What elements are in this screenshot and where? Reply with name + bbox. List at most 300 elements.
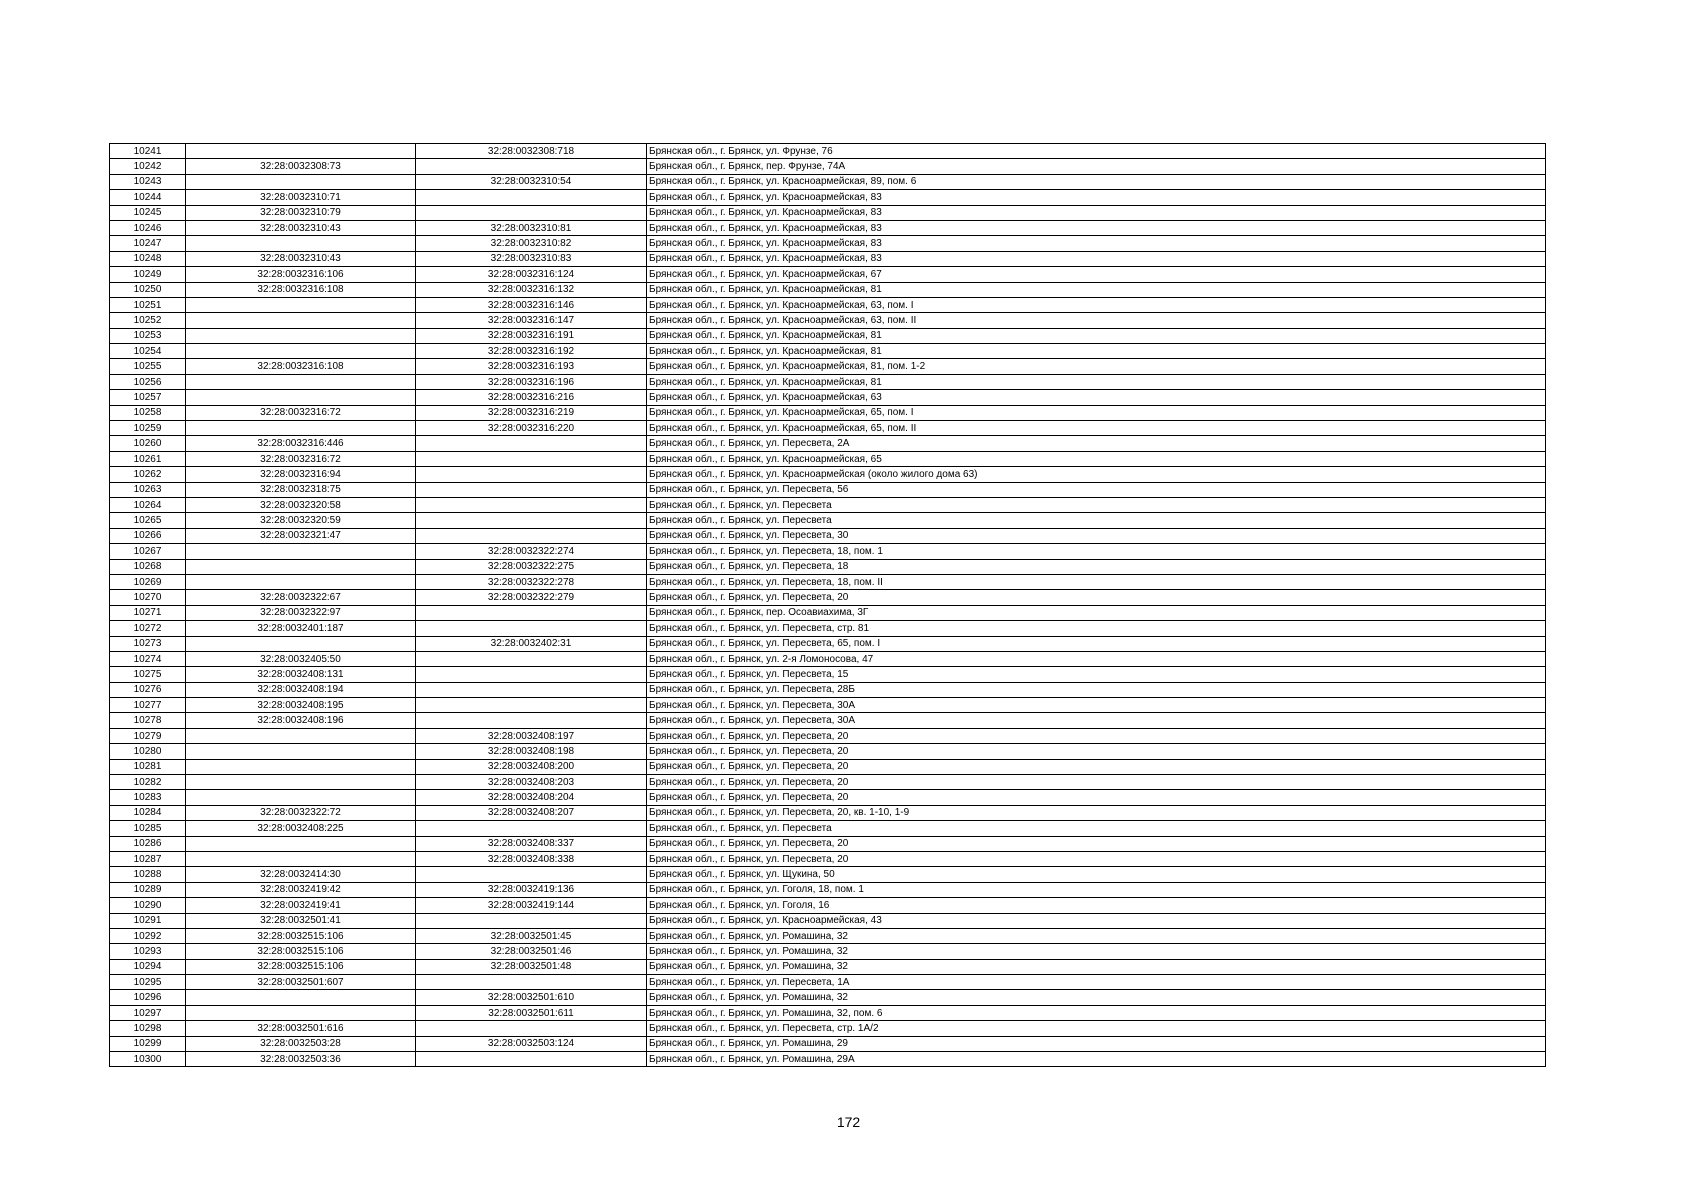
table-row bbox=[110, 698, 1546, 713]
table-row bbox=[110, 775, 1546, 790]
row-number-cell: 10268 bbox=[110, 559, 186, 574]
row-number-cell: 10282 bbox=[110, 775, 186, 790]
address-cell: Брянская обл., г. Брянск, ул. Гоголя, 16 bbox=[647, 898, 1546, 913]
building-cadastral-number-cell bbox=[416, 190, 647, 205]
building-cadastral-number-cell: 32:28:0032308:718 bbox=[416, 144, 647, 159]
land-cadastral-number-cell: 32:28:0032401:187 bbox=[186, 621, 416, 636]
row-number-cell: 10259 bbox=[110, 421, 186, 436]
land-cadastral-number-cell bbox=[186, 328, 416, 343]
land-cadastral-number-cell bbox=[186, 851, 416, 866]
land-cadastral-number-cell: 32:28:0032322:72 bbox=[186, 805, 416, 820]
row-number-cell: 10274 bbox=[110, 651, 186, 666]
table-row bbox=[110, 975, 1546, 990]
row-number-cell: 10287 bbox=[110, 851, 186, 866]
building-cadastral-number-cell: 32:28:0032322:279 bbox=[416, 590, 647, 605]
land-cadastral-number-cell: 32:28:0032501:41 bbox=[186, 913, 416, 928]
land-cadastral-number-cell: 32:28:0032310:79 bbox=[186, 205, 416, 220]
table-row bbox=[110, 574, 1546, 589]
table-row bbox=[110, 174, 1546, 189]
building-cadastral-number-cell: 32:28:0032408:203 bbox=[416, 775, 647, 790]
land-cadastral-number-cell: 32:28:0032408:194 bbox=[186, 682, 416, 697]
table-row bbox=[110, 990, 1546, 1005]
land-cadastral-number-cell bbox=[186, 775, 416, 790]
land-cadastral-number-cell: 32:28:0032414:30 bbox=[186, 867, 416, 882]
row-number-cell: 10263 bbox=[110, 482, 186, 497]
address-cell: Брянская обл., г. Брянск, ул. Пересвета, 20 bbox=[647, 759, 1546, 774]
building-cadastral-number-cell: 32:28:0032316:219 bbox=[416, 405, 647, 420]
row-number-cell: 10272 bbox=[110, 621, 186, 636]
table-row bbox=[110, 497, 1546, 512]
row-number-cell: 10299 bbox=[110, 1036, 186, 1051]
table-row bbox=[110, 605, 1546, 620]
address-cell: Брянская обл., г. Брянск, ул. Пересвета, 20 bbox=[647, 836, 1546, 851]
land-cadastral-number-cell: 32:28:0032310:43 bbox=[186, 251, 416, 266]
address-cell: Брянская обл., г. Брянск, ул. Пересвета bbox=[647, 497, 1546, 512]
building-cadastral-number-cell: 32:28:0032316:124 bbox=[416, 267, 647, 282]
table-row bbox=[110, 374, 1546, 389]
address-cell: Брянская обл., г. Брянск, ул. Красноармейская, 63 bbox=[647, 390, 1546, 405]
building-cadastral-number-cell: 32:28:0032419:136 bbox=[416, 882, 647, 897]
row-number-cell: 10255 bbox=[110, 359, 186, 374]
building-cadastral-number-cell: 32:28:0032322:278 bbox=[416, 574, 647, 589]
address-cell: Брянская обл., г. Брянск, пер. Фрунзе, 74А bbox=[647, 159, 1546, 174]
table-row bbox=[110, 482, 1546, 497]
table-row bbox=[110, 851, 1546, 866]
land-cadastral-number-cell: 32:28:0032501:616 bbox=[186, 1021, 416, 1036]
building-cadastral-number-cell bbox=[416, 1052, 647, 1067]
building-cadastral-number-cell: 32:28:0032316:216 bbox=[416, 390, 647, 405]
land-cadastral-number-cell: 32:28:0032419:41 bbox=[186, 898, 416, 913]
land-cadastral-number-cell bbox=[186, 544, 416, 559]
row-number-cell: 10253 bbox=[110, 328, 186, 343]
building-cadastral-number-cell bbox=[416, 159, 647, 174]
building-cadastral-number-cell: 32:28:0032310:82 bbox=[416, 236, 647, 251]
table-row bbox=[110, 451, 1546, 466]
row-number-cell: 10292 bbox=[110, 928, 186, 943]
table-row bbox=[110, 1036, 1546, 1051]
land-cadastral-number-cell: 32:28:0032310:71 bbox=[186, 190, 416, 205]
building-cadastral-number-cell: 32:28:0032408:197 bbox=[416, 728, 647, 743]
table-row bbox=[110, 205, 1546, 220]
land-cadastral-number-cell bbox=[186, 421, 416, 436]
table-row bbox=[110, 913, 1546, 928]
address-cell: Брянская обл., г. Брянск, ул. Пересвета, 15 bbox=[647, 667, 1546, 682]
row-number-cell: 10242 bbox=[110, 159, 186, 174]
building-cadastral-number-cell: 32:28:0032408:198 bbox=[416, 744, 647, 759]
table-row bbox=[110, 528, 1546, 543]
table-row bbox=[110, 544, 1546, 559]
table-row bbox=[110, 928, 1546, 943]
land-cadastral-number-cell bbox=[186, 744, 416, 759]
land-cadastral-number-cell: 32:28:0032503:36 bbox=[186, 1052, 416, 1067]
land-cadastral-number-cell: 32:28:0032316:72 bbox=[186, 451, 416, 466]
building-cadastral-number-cell bbox=[416, 1021, 647, 1036]
building-cadastral-number-cell bbox=[416, 605, 647, 620]
table-row bbox=[110, 1021, 1546, 1036]
address-cell: Брянская обл., г. Брянск, ул. Красноармейская, 83 bbox=[647, 236, 1546, 251]
row-number-cell: 10261 bbox=[110, 451, 186, 466]
land-cadastral-number-cell: 32:28:0032515:106 bbox=[186, 959, 416, 974]
building-cadastral-number-cell: 32:28:0032322:275 bbox=[416, 559, 647, 574]
address-cell: Брянская обл., г. Брянск, ул. Ромашина, 32 bbox=[647, 959, 1546, 974]
row-number-cell: 10283 bbox=[110, 790, 186, 805]
address-cell: Брянская обл., г. Брянск, ул. Красноармейская, 89, пом. 6 bbox=[647, 174, 1546, 189]
address-cell: Брянская обл., г. Брянск, ул. 2-я Ломоносова, 47 bbox=[647, 651, 1546, 666]
building-cadastral-number-cell: 32:28:0032316:191 bbox=[416, 328, 647, 343]
row-number-cell: 10300 bbox=[110, 1052, 186, 1067]
row-number-cell: 10298 bbox=[110, 1021, 186, 1036]
address-cell: Брянская обл., г. Брянск, ул. Красноармейская, 65, пом. II bbox=[647, 421, 1546, 436]
land-cadastral-number-cell bbox=[186, 390, 416, 405]
row-number-cell: 10254 bbox=[110, 344, 186, 359]
land-cadastral-number-cell: 32:28:0032320:59 bbox=[186, 513, 416, 528]
land-cadastral-number-cell bbox=[186, 990, 416, 1005]
land-cadastral-number-cell bbox=[186, 144, 416, 159]
table-row bbox=[110, 390, 1546, 405]
address-cell: Брянская обл., г. Брянск, ул. Щукина, 50 bbox=[647, 867, 1546, 882]
table-row bbox=[110, 220, 1546, 235]
address-cell: Брянская обл., г. Брянск, ул. Пересвета, 30 bbox=[647, 528, 1546, 543]
land-cadastral-number-cell bbox=[186, 836, 416, 851]
address-cell: Брянская обл., г. Брянск, ул. Пересвета, 18 bbox=[647, 559, 1546, 574]
address-cell: Брянская обл., г. Брянск, ул. Пересвета, 30А bbox=[647, 713, 1546, 728]
address-cell: Брянская обл., г. Брянск, ул. Красноармейская (около жилого дома 63) bbox=[647, 467, 1546, 482]
address-cell: Брянская обл., г. Брянск, ул. Красноармейская, 63, пом. II bbox=[647, 313, 1546, 328]
building-cadastral-number-cell: 32:28:0032501:610 bbox=[416, 990, 647, 1005]
row-number-cell: 10275 bbox=[110, 667, 186, 682]
row-number-cell: 10245 bbox=[110, 205, 186, 220]
land-cadastral-number-cell: 32:28:0032318:75 bbox=[186, 482, 416, 497]
row-number-cell: 10270 bbox=[110, 590, 186, 605]
row-number-cell: 10289 bbox=[110, 882, 186, 897]
table-row bbox=[110, 621, 1546, 636]
building-cadastral-number-cell bbox=[416, 205, 647, 220]
row-number-cell: 10241 bbox=[110, 144, 186, 159]
table-row bbox=[110, 344, 1546, 359]
address-cell: Брянская обл., г. Брянск, ул. Пересвета bbox=[647, 513, 1546, 528]
building-cadastral-number-cell bbox=[416, 698, 647, 713]
address-cell: Брянская обл., г. Брянск, ул. Красноармейская, 81 bbox=[647, 374, 1546, 389]
address-cell: Брянская обл., г. Брянск, ул. Ромашина, 32 bbox=[647, 990, 1546, 1005]
land-cadastral-number-cell bbox=[186, 636, 416, 651]
table-row bbox=[110, 1052, 1546, 1067]
row-number-cell: 10244 bbox=[110, 190, 186, 205]
row-number-cell: 10265 bbox=[110, 513, 186, 528]
table-row bbox=[110, 636, 1546, 651]
building-cadastral-number-cell: 32:28:0032310:81 bbox=[416, 220, 647, 235]
address-cell: Брянская обл., г. Брянск, ул. Пересвета, 18, пом. II bbox=[647, 574, 1546, 589]
row-number-cell: 10243 bbox=[110, 174, 186, 189]
row-number-cell: 10279 bbox=[110, 728, 186, 743]
land-cadastral-number-cell: 32:28:0032408:225 bbox=[186, 821, 416, 836]
row-number-cell: 10251 bbox=[110, 297, 186, 312]
address-cell: Брянская обл., г. Брянск, ул. Красноармейская, 81 bbox=[647, 328, 1546, 343]
address-cell: Брянская обл., г. Брянск, ул. Красноармейская, 83 bbox=[647, 190, 1546, 205]
land-cadastral-number-cell: 32:28:0032503:28 bbox=[186, 1036, 416, 1051]
building-cadastral-number-cell bbox=[416, 913, 647, 928]
address-cell: Брянская обл., г. Брянск, ул. Красноармейская, 83 bbox=[647, 220, 1546, 235]
table-row bbox=[110, 959, 1546, 974]
address-cell: Брянская обл., г. Брянск, ул. Ромашина, 29 bbox=[647, 1036, 1546, 1051]
table-row bbox=[110, 190, 1546, 205]
address-cell: Брянская обл., г. Брянск, ул. Пересвета, 20 bbox=[647, 775, 1546, 790]
land-cadastral-number-cell bbox=[186, 344, 416, 359]
land-cadastral-number-cell: 32:28:0032321:47 bbox=[186, 528, 416, 543]
row-number-cell: 10260 bbox=[110, 436, 186, 451]
address-cell: Брянская обл., г. Брянск, ул. Красноармейская, 81 bbox=[647, 344, 1546, 359]
building-cadastral-number-cell: 32:28:0032310:83 bbox=[416, 251, 647, 266]
table-row bbox=[110, 882, 1546, 897]
table-row bbox=[110, 328, 1546, 343]
table-row bbox=[110, 236, 1546, 251]
address-cell: Брянская обл., г. Брянск, ул. Пересвета, 20 bbox=[647, 790, 1546, 805]
building-cadastral-number-cell: 32:28:0032501:45 bbox=[416, 928, 647, 943]
row-number-cell: 10269 bbox=[110, 574, 186, 589]
building-cadastral-number-cell: 32:28:0032316:192 bbox=[416, 344, 647, 359]
land-cadastral-number-cell: 32:28:0032320:58 bbox=[186, 497, 416, 512]
address-cell: Брянская обл., г. Брянск, ул. Пересвета, 20 bbox=[647, 728, 1546, 743]
land-cadastral-number-cell bbox=[186, 174, 416, 189]
table-row bbox=[110, 405, 1546, 420]
land-cadastral-number-cell: 32:28:0032316:446 bbox=[186, 436, 416, 451]
land-cadastral-number-cell: 32:28:0032408:196 bbox=[186, 713, 416, 728]
address-cell: Брянская обл., г. Брянск, ул. Красноармейская, 81, пом. 1-2 bbox=[647, 359, 1546, 374]
table-row bbox=[110, 713, 1546, 728]
land-cadastral-number-cell bbox=[186, 728, 416, 743]
address-cell: Брянская обл., г. Брянск, ул. Ромашина, 29А bbox=[647, 1052, 1546, 1067]
table-row bbox=[110, 667, 1546, 682]
land-cadastral-number-cell: 32:28:0032515:106 bbox=[186, 944, 416, 959]
table-row bbox=[110, 159, 1546, 174]
address-cell: Брянская обл., г. Брянск, ул. Пересвета, стр. 81 bbox=[647, 621, 1546, 636]
land-cadastral-number-cell bbox=[186, 297, 416, 312]
land-cadastral-number-cell: 32:28:0032322:67 bbox=[186, 590, 416, 605]
address-cell: Брянская обл., г. Брянск, ул. Пересвета, 1А bbox=[647, 975, 1546, 990]
building-cadastral-number-cell: 32:28:0032316:220 bbox=[416, 421, 647, 436]
row-number-cell: 10271 bbox=[110, 605, 186, 620]
land-cadastral-number-cell: 32:28:0032316:108 bbox=[186, 359, 416, 374]
row-number-cell: 10252 bbox=[110, 313, 186, 328]
table-row bbox=[110, 436, 1546, 451]
address-cell: Брянская обл., г. Брянск, ул. Пересвета, 28Б bbox=[647, 682, 1546, 697]
row-number-cell: 10267 bbox=[110, 544, 186, 559]
building-cadastral-number-cell bbox=[416, 821, 647, 836]
address-cell: Брянская обл., г. Брянск, ул. Красноармейская, 65, пом. I bbox=[647, 405, 1546, 420]
land-cadastral-number-cell bbox=[186, 374, 416, 389]
land-cadastral-number-cell: 32:28:0032316:106 bbox=[186, 267, 416, 282]
row-number-cell: 10295 bbox=[110, 975, 186, 990]
address-cell: Брянская обл., г. Брянск, ул. Пересвета, 65, пом. I bbox=[647, 636, 1546, 651]
table-row bbox=[110, 759, 1546, 774]
cadastral-table bbox=[109, 143, 1546, 1067]
address-cell: Брянская обл., г. Брянск, ул. Пересвета bbox=[647, 821, 1546, 836]
table-row bbox=[110, 559, 1546, 574]
address-cell: Брянская обл., г. Брянск, ул. Красноармейская, 83 bbox=[647, 205, 1546, 220]
row-number-cell: 10249 bbox=[110, 267, 186, 282]
table-row bbox=[110, 297, 1546, 312]
building-cadastral-number-cell bbox=[416, 497, 647, 512]
land-cadastral-number-cell: 32:28:0032308:73 bbox=[186, 159, 416, 174]
land-cadastral-number-cell: 32:28:0032515:106 bbox=[186, 928, 416, 943]
building-cadastral-number-cell: 32:28:0032402:31 bbox=[416, 636, 647, 651]
address-cell: Брянская обл., г. Брянск, ул. Красноармейская, 81 bbox=[647, 282, 1546, 297]
address-cell: Брянская обл., г. Брянск, ул. Пересвета, 30А bbox=[647, 698, 1546, 713]
table-row bbox=[110, 467, 1546, 482]
address-cell: Брянская обл., г. Брянск, ул. Красноармейская, 43 bbox=[647, 913, 1546, 928]
address-cell: Брянская обл., г. Брянск, ул. Пересвета, 20, кв. 1-10, 1-9 bbox=[647, 805, 1546, 820]
building-cadastral-number-cell: 32:28:0032316:193 bbox=[416, 359, 647, 374]
row-number-cell: 10284 bbox=[110, 805, 186, 820]
row-number-cell: 10281 bbox=[110, 759, 186, 774]
row-number-cell: 10285 bbox=[110, 821, 186, 836]
address-cell: Брянская обл., г. Брянск, ул. Пересвета, 20 bbox=[647, 744, 1546, 759]
address-cell: Брянская обл., г. Брянск, ул. Ромашина, 32, пом. 6 bbox=[647, 1005, 1546, 1020]
building-cadastral-number-cell: 32:28:0032501:46 bbox=[416, 944, 647, 959]
row-number-cell: 10290 bbox=[110, 898, 186, 913]
address-cell: Брянская обл., г. Брянск, ул. Красноармейская, 65 bbox=[647, 451, 1546, 466]
row-number-cell: 10297 bbox=[110, 1005, 186, 1020]
row-number-cell: 10248 bbox=[110, 251, 186, 266]
building-cadastral-number-cell: 32:28:0032316:132 bbox=[416, 282, 647, 297]
building-cadastral-number-cell: 32:28:0032408:204 bbox=[416, 790, 647, 805]
building-cadastral-number-cell: 32:28:0032316:146 bbox=[416, 297, 647, 312]
table-row bbox=[110, 359, 1546, 374]
building-cadastral-number-cell: 32:28:0032322:274 bbox=[416, 544, 647, 559]
land-cadastral-number-cell: 32:28:0032408:195 bbox=[186, 698, 416, 713]
address-cell: Брянская обл., г. Брянск, ул. Пересвета, 18, пом. 1 bbox=[647, 544, 1546, 559]
building-cadastral-number-cell bbox=[416, 975, 647, 990]
building-cadastral-number-cell: 32:28:0032316:196 bbox=[416, 374, 647, 389]
building-cadastral-number-cell: 32:28:0032419:144 bbox=[416, 898, 647, 913]
table-row bbox=[110, 944, 1546, 959]
address-cell: Брянская обл., г. Брянск, ул. Пересвета, 20 bbox=[647, 851, 1546, 866]
land-cadastral-number-cell bbox=[186, 313, 416, 328]
land-cadastral-number-cell bbox=[186, 1005, 416, 1020]
building-cadastral-number-cell bbox=[416, 451, 647, 466]
table-row bbox=[110, 682, 1546, 697]
table-row bbox=[110, 805, 1546, 820]
address-cell: Брянская обл., г. Брянск, ул. Красноармейская, 67 bbox=[647, 267, 1546, 282]
land-cadastral-number-cell: 32:28:0032316:72 bbox=[186, 405, 416, 420]
table-row bbox=[110, 651, 1546, 666]
address-cell: Брянская обл., г. Брянск, ул. Красноармейская, 63, пом. I bbox=[647, 297, 1546, 312]
row-number-cell: 10291 bbox=[110, 913, 186, 928]
table-row bbox=[110, 251, 1546, 266]
land-cadastral-number-cell bbox=[186, 759, 416, 774]
table-row bbox=[110, 898, 1546, 913]
row-number-cell: 10278 bbox=[110, 713, 186, 728]
building-cadastral-number-cell bbox=[416, 651, 647, 666]
table-row bbox=[110, 744, 1546, 759]
building-cadastral-number-cell bbox=[416, 621, 647, 636]
table-row bbox=[110, 590, 1546, 605]
table-row bbox=[110, 821, 1546, 836]
land-cadastral-number-cell: 32:28:0032322:97 bbox=[186, 605, 416, 620]
land-cadastral-number-cell: 32:28:0032419:42 bbox=[186, 882, 416, 897]
building-cadastral-number-cell bbox=[416, 713, 647, 728]
land-cadastral-number-cell: 32:28:0032405:50 bbox=[186, 651, 416, 666]
table-row bbox=[110, 790, 1546, 805]
land-cadastral-number-cell: 32:28:0032316:94 bbox=[186, 467, 416, 482]
land-cadastral-number-cell bbox=[186, 574, 416, 589]
land-cadastral-number-cell bbox=[186, 236, 416, 251]
table-row bbox=[110, 836, 1546, 851]
building-cadastral-number-cell bbox=[416, 667, 647, 682]
building-cadastral-number-cell: 32:28:0032503:124 bbox=[416, 1036, 647, 1051]
building-cadastral-number-cell bbox=[416, 467, 647, 482]
row-number-cell: 10276 bbox=[110, 682, 186, 697]
building-cadastral-number-cell: 32:28:0032501:48 bbox=[416, 959, 647, 974]
land-cadastral-number-cell: 32:28:0032408:131 bbox=[186, 667, 416, 682]
table-row bbox=[110, 144, 1546, 159]
land-cadastral-number-cell: 32:28:0032501:607 bbox=[186, 975, 416, 990]
row-number-cell: 10258 bbox=[110, 405, 186, 420]
table-row bbox=[110, 313, 1546, 328]
building-cadastral-number-cell bbox=[416, 436, 647, 451]
row-number-cell: 10286 bbox=[110, 836, 186, 851]
table-row bbox=[110, 867, 1546, 882]
building-cadastral-number-cell bbox=[416, 528, 647, 543]
address-cell: Брянская обл., г. Брянск, ул. Гоголя, 18, пом. 1 bbox=[647, 882, 1546, 897]
address-cell: Брянская обл., г. Брянск, ул. Ромашина, 32 bbox=[647, 928, 1546, 943]
building-cadastral-number-cell bbox=[416, 513, 647, 528]
row-number-cell: 10264 bbox=[110, 497, 186, 512]
address-cell: Брянская обл., г. Брянск, пер. Осоавиахима, 3Г bbox=[647, 605, 1546, 620]
address-cell: Брянская обл., г. Брянск, ул. Красноармейская, 83 bbox=[647, 251, 1546, 266]
page-number: 172 bbox=[836, 1114, 861, 1130]
address-cell: Брянская обл., г. Брянск, ул. Пересвета, 2А bbox=[647, 436, 1546, 451]
building-cadastral-number-cell: 32:28:0032501:611 bbox=[416, 1005, 647, 1020]
table-row bbox=[110, 728, 1546, 743]
building-cadastral-number-cell: 32:28:0032408:338 bbox=[416, 851, 647, 866]
building-cadastral-number-cell bbox=[416, 867, 647, 882]
building-cadastral-number-cell: 32:28:0032408:337 bbox=[416, 836, 647, 851]
building-cadastral-number-cell bbox=[416, 682, 647, 697]
address-cell: Брянская обл., г. Брянск, ул. Ромашина, 32 bbox=[647, 944, 1546, 959]
row-number-cell: 10256 bbox=[110, 374, 186, 389]
building-cadastral-number-cell: 32:28:0032316:147 bbox=[416, 313, 647, 328]
building-cadastral-number-cell: 32:28:0032408:200 bbox=[416, 759, 647, 774]
table-row bbox=[110, 1005, 1546, 1020]
table-row bbox=[110, 267, 1546, 282]
table-row bbox=[110, 282, 1546, 297]
land-cadastral-number-cell bbox=[186, 790, 416, 805]
address-cell: Брянская обл., г. Брянск, ул. Пересвета, 56 bbox=[647, 482, 1546, 497]
row-number-cell: 10250 bbox=[110, 282, 186, 297]
land-cadastral-number-cell: 32:28:0032316:108 bbox=[186, 282, 416, 297]
row-number-cell: 10288 bbox=[110, 867, 186, 882]
address-cell: Брянская обл., г. Брянск, ул. Фрунзе, 76 bbox=[647, 144, 1546, 159]
building-cadastral-number-cell: 32:28:0032408:207 bbox=[416, 805, 647, 820]
cadastral-table-body bbox=[110, 144, 1546, 1067]
table-row bbox=[110, 421, 1546, 436]
address-cell: Брянская обл., г. Брянск, ул. Пересвета, 20 bbox=[647, 590, 1546, 605]
land-cadastral-number-cell: 32:28:0032310:43 bbox=[186, 220, 416, 235]
row-number-cell: 10246 bbox=[110, 220, 186, 235]
land-cadastral-number-cell bbox=[186, 559, 416, 574]
row-number-cell: 10293 bbox=[110, 944, 186, 959]
row-number-cell: 10280 bbox=[110, 744, 186, 759]
row-number-cell: 10266 bbox=[110, 528, 186, 543]
building-cadastral-number-cell: 32:28:0032310:54 bbox=[416, 174, 647, 189]
row-number-cell: 10247 bbox=[110, 236, 186, 251]
table-row bbox=[110, 513, 1546, 528]
building-cadastral-number-cell bbox=[416, 482, 647, 497]
row-number-cell: 10277 bbox=[110, 698, 186, 713]
row-number-cell: 10262 bbox=[110, 467, 186, 482]
address-cell: Брянская обл., г. Брянск, ул. Пересвета, стр. 1А/2 bbox=[647, 1021, 1546, 1036]
row-number-cell: 10273 bbox=[110, 636, 186, 651]
